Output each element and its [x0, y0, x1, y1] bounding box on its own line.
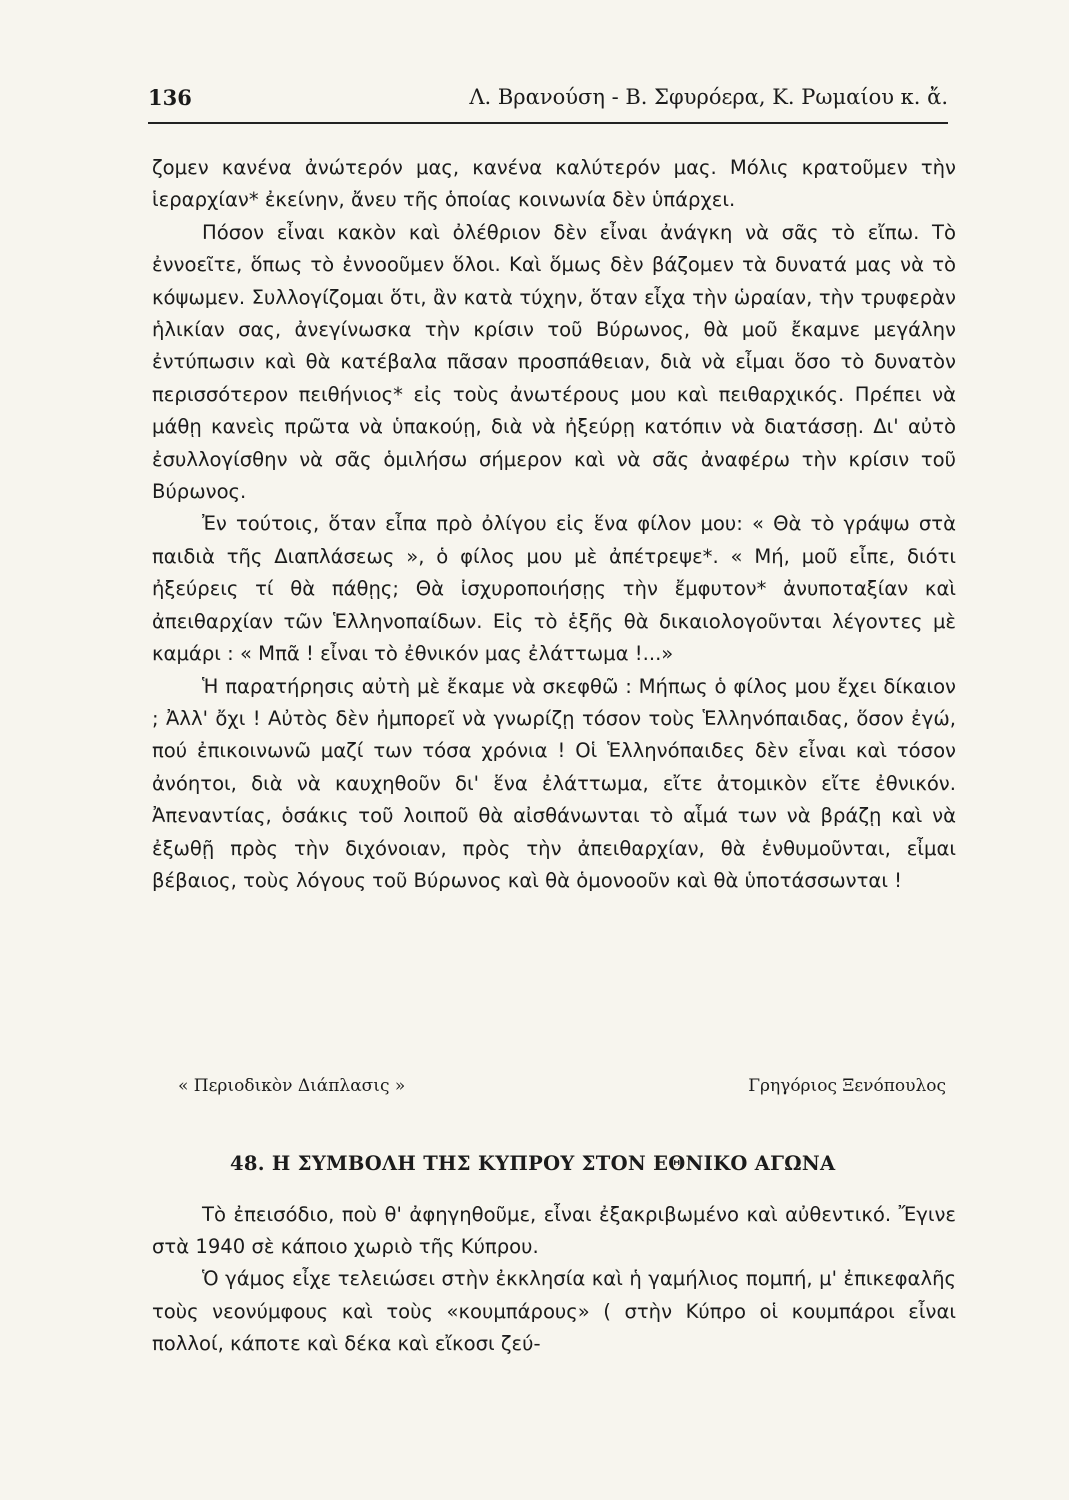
source-attribution	[178, 1076, 946, 1106]
section-heading: 48. Η ΣΥΜΒΟΛΗ ΤΗΣ ΚΥΠΡΟΥ ΣΤΟΝ ΕΘΝΙΚΟ ΑΓΩΝΑ	[230, 1152, 836, 1175]
source-publication: « Περιοδικὸν Διάπλασις »	[178, 1076, 406, 1096]
page-number: 136	[148, 85, 192, 110]
source-author: Γρηγόριος Ξενόπουλος	[748, 1076, 946, 1096]
paragraph: Πόσον εἶναι κακὸν καὶ ὀλέθριον δὲν εἶναι ἀνάγκη νὰ σᾶς τὸ εἴπω. Τὸ ἐννοεῖτε, ὅπως τὸ ἐννοοῦμεν ὅλοι. Καὶ ὅμως δὲν βάζομεν τὰ δυνατά μας νὰ τὸ κόψωμεν. Συλλογίζομαι ὅτι, ἂν κατὰ τύχην, ὅταν εἶχα τὴν ὡραίαν, τὴν τρυφερὰν ἡλικίαν σας, ἀνεγίνωσκα τὴν κρίσιν τοῦ Βύρωνος, θὰ μοῦ ἔκαμνε μεγάλην ἐντύπωσιν καὶ θὰ κατέβαλα πᾶσαν προσπάθειαν, διὰ νὰ εἶμαι ὅσο τὸ δυνατὸν περισσότερον πειθήνιος* εἰς τοὺς ἀνωτέρους μου καὶ πειθαρχικός. Πρέπει νὰ μάθῃ κανεὶς πρῶτα νὰ ὑπακούῃ, διὰ νὰ ἠξεύρῃ κατόπιν νὰ διατάσσῃ. Δι' αὐτὸ ἐσυλλογίσθην νὰ σᾶς ὁμιλήσω σήμερον καὶ νὰ σᾶς ἀναφέρω τὴν κρίσιν τοῦ Βύρωνος.	[152, 220, 956, 504]
running-head: Λ. Βρανούση - Β. Σφυρόερα, Κ. Ρωμαίου κ. ἄ.	[469, 85, 948, 109]
paragraph: Ἐν τούτοις, ὅταν εἶπα πρὸ ὀλίγου εἰς ἕνα φίλον μου: « Θὰ τὸ γράψω στὰ παιδιὰ τῆς Διαπλάσεως », ὁ φίλος μου μὲ ἀπέτρεψε*. « Μή, μοῦ εἶπε, διότι ἠξεύρεις τί θὰ πάθῃς; Θὰ ἰσχυροποιήσῃς τὴν ἔμφυτον* ἀνυποταξίαν καὶ ἀπειθαρχίαν τῶν Ἑλληνοπαίδων. Εἰς τὸ ἑξῆς θὰ δικαιολογοῦνται λέγοντες μὲ καμάρι : « Μπᾶ ! εἶναι τὸ ἐθνικόν μας ἐλάττωμα !...»	[152, 512, 956, 666]
main-text	[152, 152, 956, 897]
paragraph: Ὁ γάμος εἶχε τελειώσει στὴν ἐκκλησία καὶ ἡ γαμήλιος πομπή, μ' ἐπικεφαλῆς τοὺς νεονύμφους καὶ τοὺς «κουμπάρους» ( στὴν Κύπρο οἱ κουμπάροι εἶναι πολλοί, κάποτε καὶ δέκα καὶ εἴκοσι ζεύ-	[152, 1267, 956, 1355]
page-header	[148, 85, 948, 115]
paragraph: Τὸ ἐπεισόδιο, ποὺ θ' ἀφηγηθοῦμε, εἶναι ἐξακριβωμένο καὶ αὐθεντικό. Ἔγινε στὰ 1940 σὲ κάποιο χωριὸ τῆς Κύπρου.	[152, 1203, 956, 1259]
paragraph: Ἡ παρατήρησις αὐτὴ μὲ ἔκαμε νὰ σκεφθῶ : Μήπως ὁ φίλος μου ἔχει δίκαιον ; Ἀλλ' ὄχι ! Αὐτὸς δὲν ἠμπορεῖ νὰ γνωρίζῃ τόσον τοὺς Ἑλληνόπαιδας, ὅσον ἐγώ, πού ἐπικοινωνῶ μαζί των τόσα χρόνια ! Οἱ Ἑλληνόπαιδες δὲν εἶναι καὶ τόσον ἀνόητοι, διὰ νὰ καυχηθοῦν δι' ἕνα ἐλάττωμα, εἴτε ἀτομικὸν εἴτε ἐθνικόν. Ἀπεναντίας, ὁσάκις τοῦ λοιποῦ θὰ αἰσθάνωνται τὸ αἷμά των νὰ βράζῃ καὶ νὰ ἐξωθῇ πρὸς τὴν διχόνοιαν, πρὸς τὴν ἀπειθαρχίαν, θὰ ἐνθυμοῦνται, εἶμαι βέβαιος, τοὺς λόγους τοῦ Βύρωνος καὶ θὰ ὁμονοοῦν καὶ θὰ ὑποτάσσωνται !	[152, 674, 956, 892]
header-rule	[148, 122, 948, 124]
paragraph: ζομεν κανένα ἀνώτερόν μας, κανένα καλύτερόν μας. Μόλις κρατοῦμεν τὴν ἱεραρχίαν* ἐκείνην, ἄνευ τῆς ὁποίας κοινωνία δὲν ὑπάρχει.	[152, 156, 956, 212]
section-text	[152, 1199, 956, 1360]
